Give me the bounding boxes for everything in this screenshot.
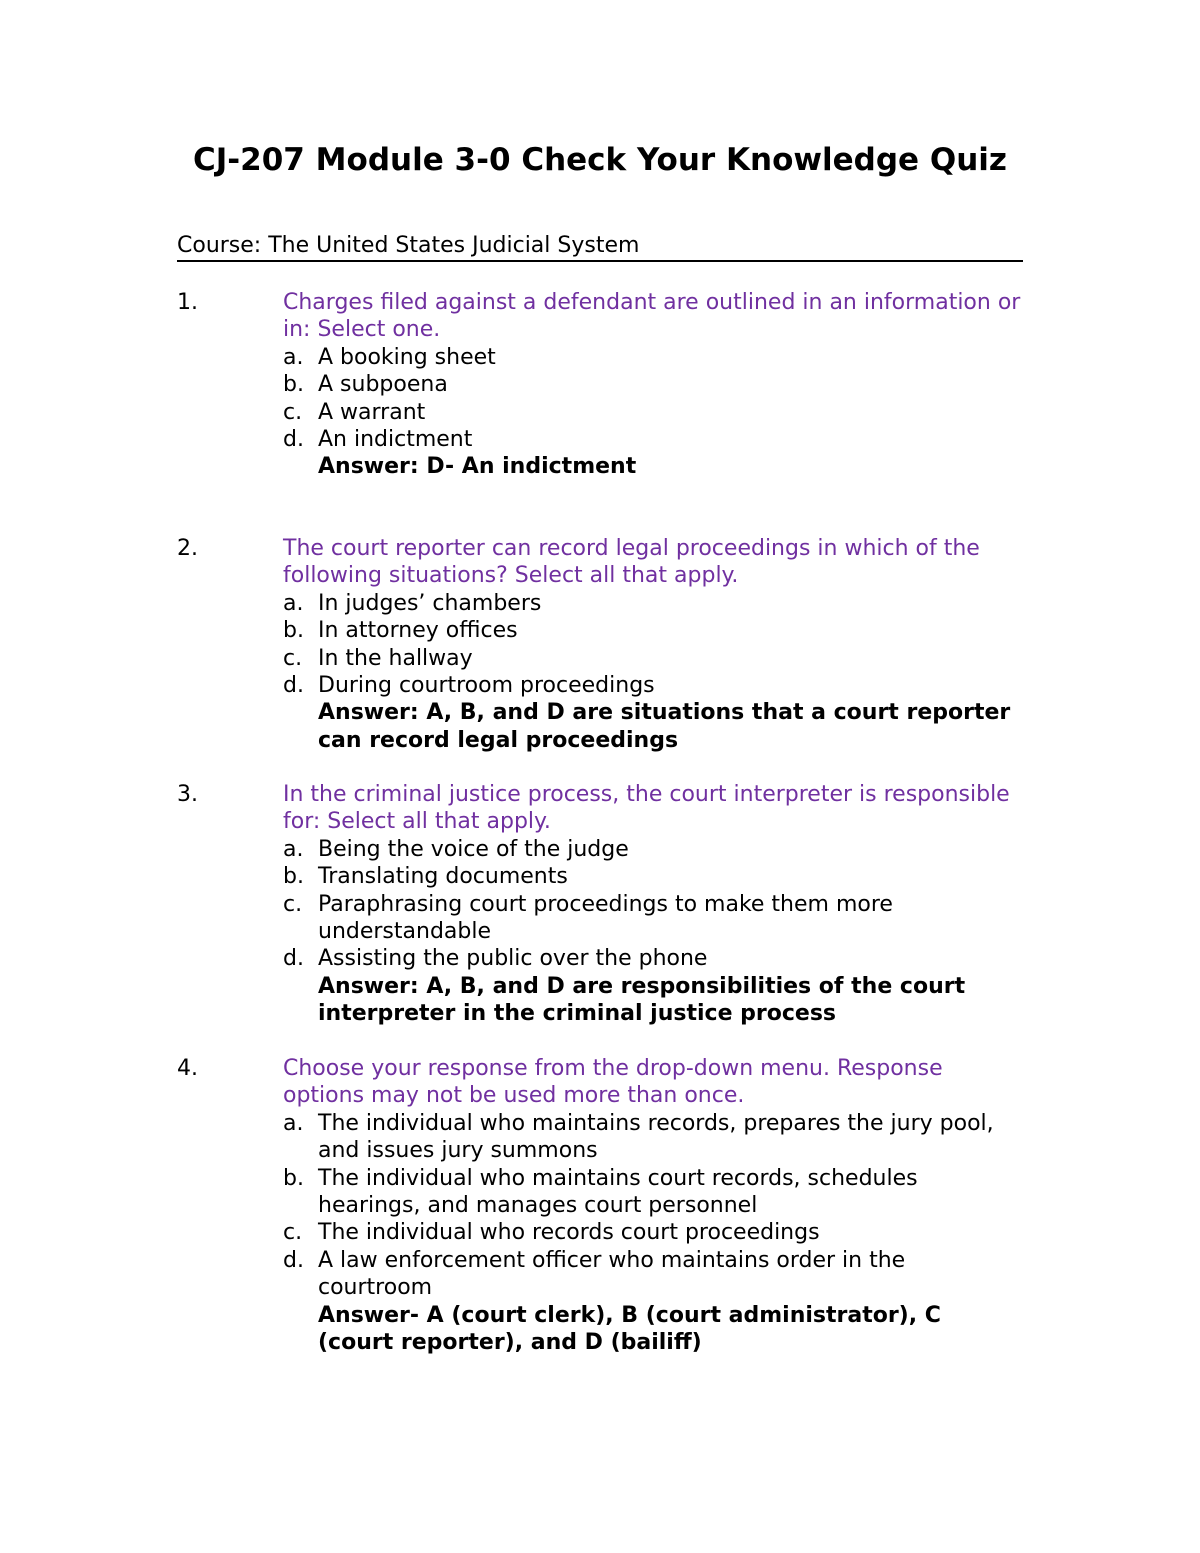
question-text: Charges filed against a defendant are outlined in an information or in: Select one.: [283, 290, 1021, 343]
option-letter: a.: [283, 1110, 304, 1136]
option-d: [283, 426, 1023, 453]
option-letter: d.: [283, 946, 304, 972]
answer-text: Answer: D- An indictment: [318, 454, 637, 480]
option-text: A booking sheet: [318, 344, 496, 370]
option-a: [283, 590, 1023, 617]
option-letter: b.: [283, 372, 304, 398]
question-2: [177, 535, 1023, 754]
question-1: [177, 289, 1023, 481]
question-4: [177, 1055, 1023, 1356]
option-letter: c.: [283, 399, 303, 425]
option-text: The individual who records court proceedings: [318, 1220, 820, 1246]
option-text: The individual who maintains records, prepares the jury pool, and issues jury summons: [318, 1110, 994, 1164]
page-title: CJ-207 Module 3-0 Check Your Knowledge Quiz: [193, 142, 1007, 178]
option-text: A subpoena: [318, 372, 448, 398]
option-a: [283, 344, 1023, 371]
course-line: Course: The United States Judicial System: [177, 231, 1023, 262]
option-letter: c.: [283, 1220, 303, 1246]
question-number: 1.: [177, 290, 198, 315]
option-text: Translating documents: [318, 864, 568, 890]
option-text: During courtroom proceedings: [318, 673, 655, 699]
option-letter: a.: [283, 590, 304, 616]
option-letter: a.: [283, 836, 304, 862]
option-letter: c.: [283, 891, 303, 917]
option-b: [283, 617, 1023, 644]
option-letter: d.: [283, 427, 304, 453]
option-text: Assisting the public over the phone: [318, 946, 708, 972]
option-d: [283, 672, 1023, 699]
option-text: A warrant: [318, 399, 426, 425]
question-text: The court reporter can record legal proceedings in which of the following situations? Select all that apply.: [283, 536, 980, 589]
option-a: [283, 836, 1023, 863]
question-number: 4.: [177, 1056, 198, 1081]
option-c: [283, 1219, 1023, 1246]
answer-text: Answer- A (court clerk), B (court administrator), C (court reporter), and D (bailiff): [318, 1302, 941, 1356]
question-text: In the criminal justice process, the court interpreter is responsible for: Select all that apply.: [283, 782, 1010, 835]
option-letter: c.: [283, 645, 303, 671]
option-letter: d.: [283, 1247, 304, 1273]
option-d: [283, 1247, 1023, 1302]
option-text: In attorney offices: [318, 618, 518, 644]
question-number: 3.: [177, 782, 198, 807]
option-text: The individual who maintains court records, schedules hearings, and manages court personnel: [318, 1165, 918, 1219]
question-number: 2.: [177, 536, 198, 561]
option-text: Being the voice of the judge: [318, 836, 629, 862]
option-letter: b.: [283, 864, 304, 890]
option-letter: b.: [283, 1165, 304, 1191]
option-b: [283, 1165, 1023, 1220]
option-letter: a.: [283, 344, 304, 370]
option-b: [283, 863, 1023, 890]
option-b: [283, 371, 1023, 398]
option-a: [283, 1110, 1023, 1165]
option-c: [283, 891, 1023, 946]
answer-text: Answer: A, B, and D are responsibilities of the court interpreter in the criminal justice process: [318, 973, 966, 1027]
option-text: A law enforcement officer who maintains order in the courtroom: [318, 1247, 906, 1301]
option-text: Paraphrasing court proceedings to make them more understandable: [318, 891, 893, 945]
option-c: [283, 645, 1023, 672]
option-text: An indictment: [318, 427, 473, 453]
option-text: In judges’ chambers: [318, 590, 542, 616]
question-3: [177, 781, 1023, 1028]
answer-text: Answer: A, B, and D are situations that a court reporter can record legal proceedings: [318, 700, 1011, 753]
option-text: In the hallway: [318, 645, 473, 671]
option-letter: b.: [283, 618, 304, 644]
option-letter: d.: [283, 673, 304, 699]
option-d: [283, 945, 1023, 972]
question-text: Choose your response from the drop-down menu. Response options may not be used more than once.: [283, 1056, 943, 1109]
option-c: [283, 399, 1023, 426]
